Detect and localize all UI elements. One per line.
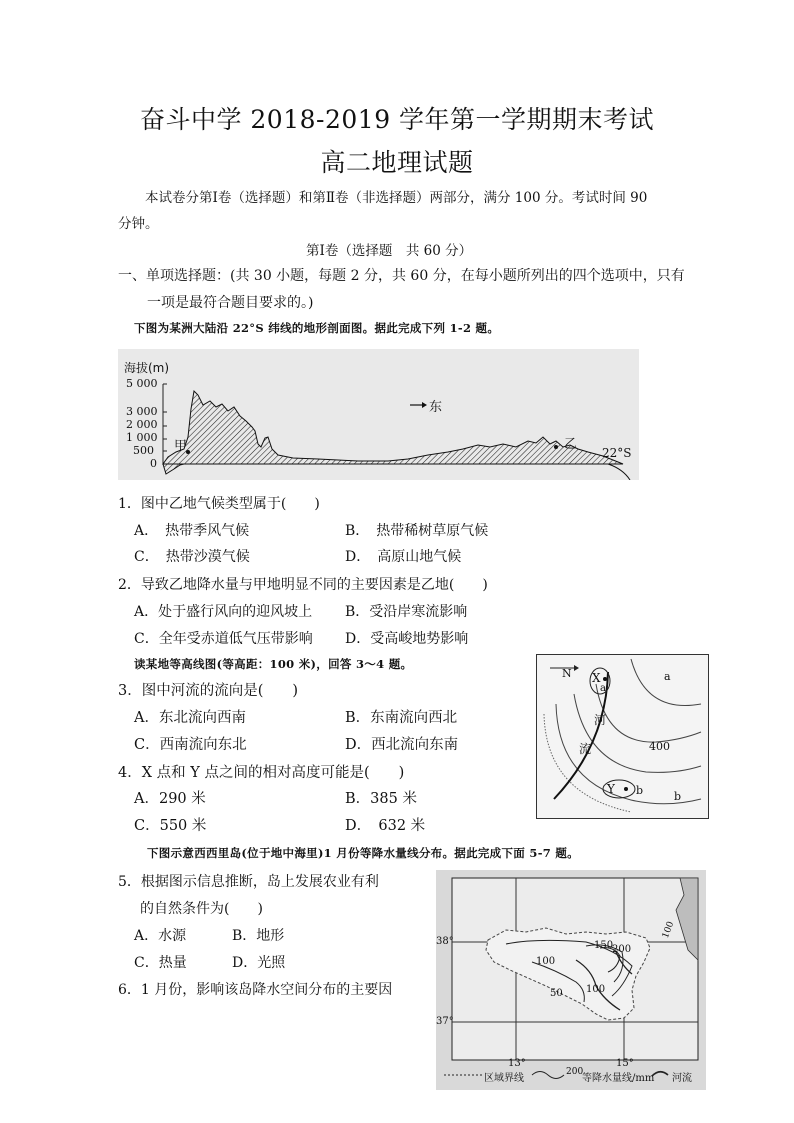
label-yi: 乙 bbox=[564, 437, 578, 452]
contour-a-label: a bbox=[664, 670, 671, 683]
isoline-100-south: 100 bbox=[586, 984, 606, 995]
part1-heading: 第Ⅰ卷（选择题 共 60 分） bbox=[306, 243, 473, 259]
q1-option-c[interactable]: C． 热带沙漠气候 bbox=[134, 549, 250, 565]
isoline-200: 200 bbox=[612, 944, 632, 955]
q2-stem: 2．导致乙地降水量与甲地明显不同的主要因素是乙地( ) bbox=[118, 577, 488, 593]
q5-stem-line1: 5．根据图示信息推断，岛上发展农业有利 bbox=[118, 874, 379, 890]
q5-option-b[interactable]: B．地形 bbox=[232, 928, 285, 944]
q4-option-a[interactable]: A．290 米 bbox=[134, 791, 206, 807]
q4-option-d[interactable]: D． 632 米 bbox=[345, 818, 426, 834]
lat-37-label: 37° bbox=[436, 1016, 454, 1027]
profile-ylabel: 海拔(m) bbox=[124, 361, 170, 375]
q2-option-b[interactable]: B．受沿岸寒流影响 bbox=[345, 604, 468, 620]
q5-option-d[interactable]: D．光照 bbox=[232, 955, 286, 971]
lat-38-label: 38° bbox=[436, 936, 454, 947]
q2-option-c[interactable]: C．全年受赤道低气压带影响 bbox=[134, 631, 313, 647]
ytick-5000: 5 000 bbox=[126, 377, 158, 390]
section-line2: 一项是最符合题目要求的。) bbox=[147, 295, 314, 311]
q4-option-b[interactable]: B．385 米 bbox=[345, 791, 417, 807]
q2-option-d[interactable]: D．受高峻地势影响 bbox=[345, 631, 469, 647]
q3-option-a[interactable]: A．东北流向西南 bbox=[134, 710, 246, 726]
arrow-east-label: 东 bbox=[429, 400, 443, 415]
q5-option-a[interactable]: A．水源 bbox=[134, 928, 187, 944]
river-label-2: 流 bbox=[579, 742, 592, 756]
river-label-1: 河 bbox=[594, 713, 607, 727]
contour-b-label: b bbox=[674, 790, 682, 803]
contour-a-small: a bbox=[600, 683, 606, 694]
north-label: N bbox=[562, 667, 572, 680]
q2-option-a[interactable]: A．处于盛行风向的迎风坡上 bbox=[134, 604, 313, 620]
lon-15-label: 15° bbox=[616, 1058, 634, 1069]
isoline-50: 50 bbox=[550, 988, 563, 999]
legend-boundary: 区域界线 bbox=[484, 1073, 524, 1084]
section-line1: 一、单项选择题：(共 30 小题，每题 2 分，共 60 分，在每小题所列出的四个选项中，只有 bbox=[118, 268, 685, 284]
q5-7-caption: 下图示意西西里岛(位于地中海里)1 月份等降水量线分布。据此完成下面 5-7 题。 bbox=[147, 846, 579, 860]
q1-stem: 1．图中乙地气候类型属于( ) bbox=[118, 496, 320, 512]
latitude-label: 22°S bbox=[602, 446, 632, 460]
isoline-100-east: 100 bbox=[660, 920, 677, 940]
intro-line1: 本试卷分第Ⅰ卷（选择题）和第Ⅱ卷（非选择题）两部分，满分 100 分。考试时间 90 bbox=[145, 190, 648, 206]
ytick-500: 500 bbox=[133, 444, 154, 457]
legend-isoline-value: 200 bbox=[566, 1067, 584, 1077]
q5-option-c[interactable]: C．热量 bbox=[134, 955, 187, 971]
contour-400-label: 400 bbox=[649, 740, 670, 753]
legend-river: 河流 bbox=[672, 1073, 692, 1084]
isoline-150: 150 bbox=[594, 940, 614, 951]
q1-option-a[interactable]: A． 热带季风气候 bbox=[134, 523, 250, 539]
q4-option-c[interactable]: C．550 米 bbox=[134, 818, 207, 834]
figure1-caption: 下图为某洲大陆沿 22°S 纬线的地形剖面图。据此完成下列 1-2 题。 bbox=[134, 321, 500, 335]
label-jia: 甲 bbox=[174, 439, 188, 454]
point-x-label: X bbox=[592, 671, 601, 685]
q6-stem: 6．1 月份，影响该岛降水空间分布的主要因 bbox=[118, 982, 393, 998]
point-y-label: Y bbox=[607, 782, 615, 796]
lon-13-label: 13° bbox=[508, 1058, 526, 1069]
isoline-100-west: 100 bbox=[536, 956, 556, 967]
ytick-1000: 1 000 bbox=[126, 431, 158, 444]
ytick-2000: 2 000 bbox=[126, 418, 158, 431]
legend-isoline: 等降水量线/mm bbox=[582, 1073, 655, 1084]
q4-stem: 4．X 点和 Y 点之间的相对高度可能是( ) bbox=[118, 765, 405, 781]
q5-stem-line2: 的自然条件为( ) bbox=[140, 901, 263, 917]
q3-option-b[interactable]: B．东南流向西北 bbox=[345, 710, 458, 726]
q3-option-c[interactable]: C．西南流向东北 bbox=[134, 737, 247, 753]
q3-4-caption: 读某地等高线图(等高距：100 米)，回答 3～4 题。 bbox=[134, 657, 413, 671]
intro-line2: 分钟。 bbox=[118, 216, 159, 232]
ytick-3000: 3 000 bbox=[126, 405, 158, 418]
contour-map-figure bbox=[536, 654, 709, 819]
terrain-profile-figure bbox=[118, 349, 639, 480]
q3-stem: 3．图中河流的流向是( ) bbox=[118, 683, 299, 699]
sicily-map-figure bbox=[436, 870, 706, 1090]
q1-option-b[interactable]: B． 热带稀树草原气候 bbox=[345, 523, 489, 539]
q3-option-d[interactable]: D．西北流向东南 bbox=[345, 737, 459, 753]
contour-b-small: b bbox=[636, 784, 644, 797]
q1-option-d[interactable]: D． 高原山地气候 bbox=[345, 549, 462, 565]
ytick-0: 0 bbox=[150, 457, 157, 470]
exam-subtitle: 高二地理试题 bbox=[320, 148, 474, 177]
exam-title: 奋斗中学 2018-2019 学年第一学期期末考试 bbox=[139, 105, 655, 134]
